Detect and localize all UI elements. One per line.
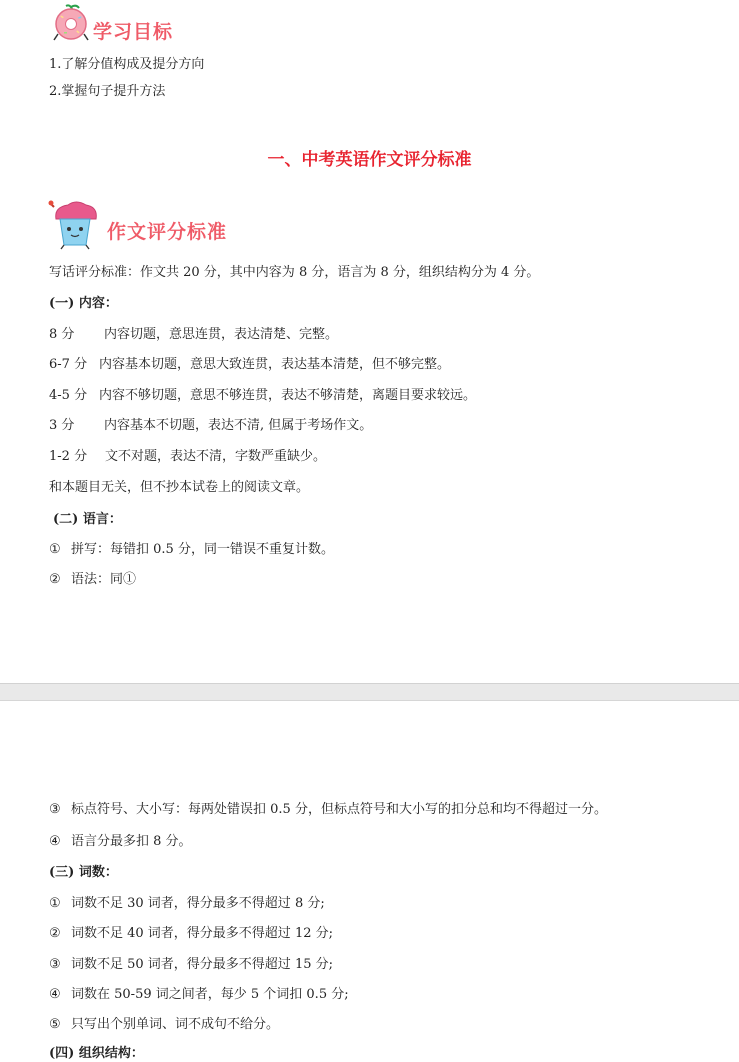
item-number-mark: ② [49,572,61,587]
document-page-2 [0,701,739,1061]
language-item-4 [49,834,192,850]
item-number-mark: ③ [49,802,61,817]
main-heading: 一、中考英语作文评分标准 [267,150,472,170]
wordcount-item-1 [49,896,325,912]
zero-score-note: 和本题目无关，但不抄本试卷上的阅读文章。 [49,480,310,495]
content-item-desc: 内容切题，意思连贯，表达清楚、完整。 [104,327,339,342]
wordcount-item-3 [49,957,333,973]
content-item-4 [49,418,372,434]
wordcount-item-text: 只写出个别单词、词不成句不给分。 [71,1017,280,1032]
content-item-score: 6-7 分 [49,357,88,372]
item-number-mark: ① [49,896,61,911]
wordcount-item-4 [49,987,349,1003]
content-item-score: 3 分 [49,418,75,433]
wordcount-item-5 [49,1017,279,1033]
language-heading: (二) 语言： [53,512,122,527]
wordcount-item-text: 词数不足 30 词者，得分最多不得超过 8 分; [71,896,325,911]
content-item-5 [49,449,326,465]
structure-heading: (四) 组织结构： [49,1046,144,1061]
content-item-desc: 内容不够切题，意思不够连贯，表达不够清楚，离题目要求较远。 [99,388,477,403]
item-number-mark: ⑤ [49,1017,61,1032]
content-heading: (一) 内容： [49,296,118,311]
donut-icon [52,4,90,44]
wordcount-item-text: 词数在 50-59 词之间者，每少 5 个词扣 0.5 分; [71,987,349,1002]
goal-item-2: 2.掌握句子提升方法 [49,84,166,99]
content-item-score: 1-2 分 [49,449,88,464]
wordcount-item-text: 词数不足 50 词者，得分最多不得超过 15 分; [71,957,333,972]
item-number-mark: ① [49,542,61,557]
section-title-learning-goals: 学习目标 [93,21,174,43]
language-item-text: 语法：同① [71,572,137,587]
language-item-text: 标点符号、大小写：每两处错误扣 0.5 分，但标点符号和大小写的扣分总和均不得超过一分。 [71,802,607,817]
language-item-1 [49,542,334,558]
content-item-1 [49,327,338,343]
cupcake-icon [48,199,102,251]
content-item-2 [49,357,450,373]
wordcount-heading: (三) 词数： [49,865,118,880]
wordcount-item-2 [49,926,333,942]
language-item-2 [49,572,136,588]
content-item-desc: 文不对题，表达不清，字数严重缺少。 [105,449,327,464]
content-item-score: 4-5 分 [49,388,88,403]
page-separator [0,683,739,701]
content-item-desc: 内容基本不切题，表达不清, 但属于考场作文。 [104,418,373,433]
item-number-mark: ④ [49,834,61,849]
content-item-3 [49,388,476,404]
language-item-3 [49,802,607,818]
language-item-text: 语言分最多扣 8 分。 [71,834,192,849]
content-item-score: 8 分 [49,327,75,342]
item-number-mark: ③ [49,957,61,972]
item-number-mark: ④ [49,987,61,1002]
section-title-scoring-standard: 作文评分标准 [107,221,228,243]
language-item-text: 拼写：每错扣 0.5 分，同一错误不重复计数。 [71,542,334,557]
item-number-mark: ② [49,926,61,941]
content-item-desc: 内容基本切题，意思大致连贯，表达基本清楚，但不够完整。 [99,357,451,372]
goal-item-1: 1.了解分值构成及提分方向 [49,57,205,72]
scoring-intro: 写话评分标准：作文共 20 分，其中内容为 8 分，语言为 8 分，组织结构分为 4 分。 [49,265,540,280]
wordcount-item-text: 词数不足 40 词者，得分最多不得超过 12 分; [71,926,333,941]
